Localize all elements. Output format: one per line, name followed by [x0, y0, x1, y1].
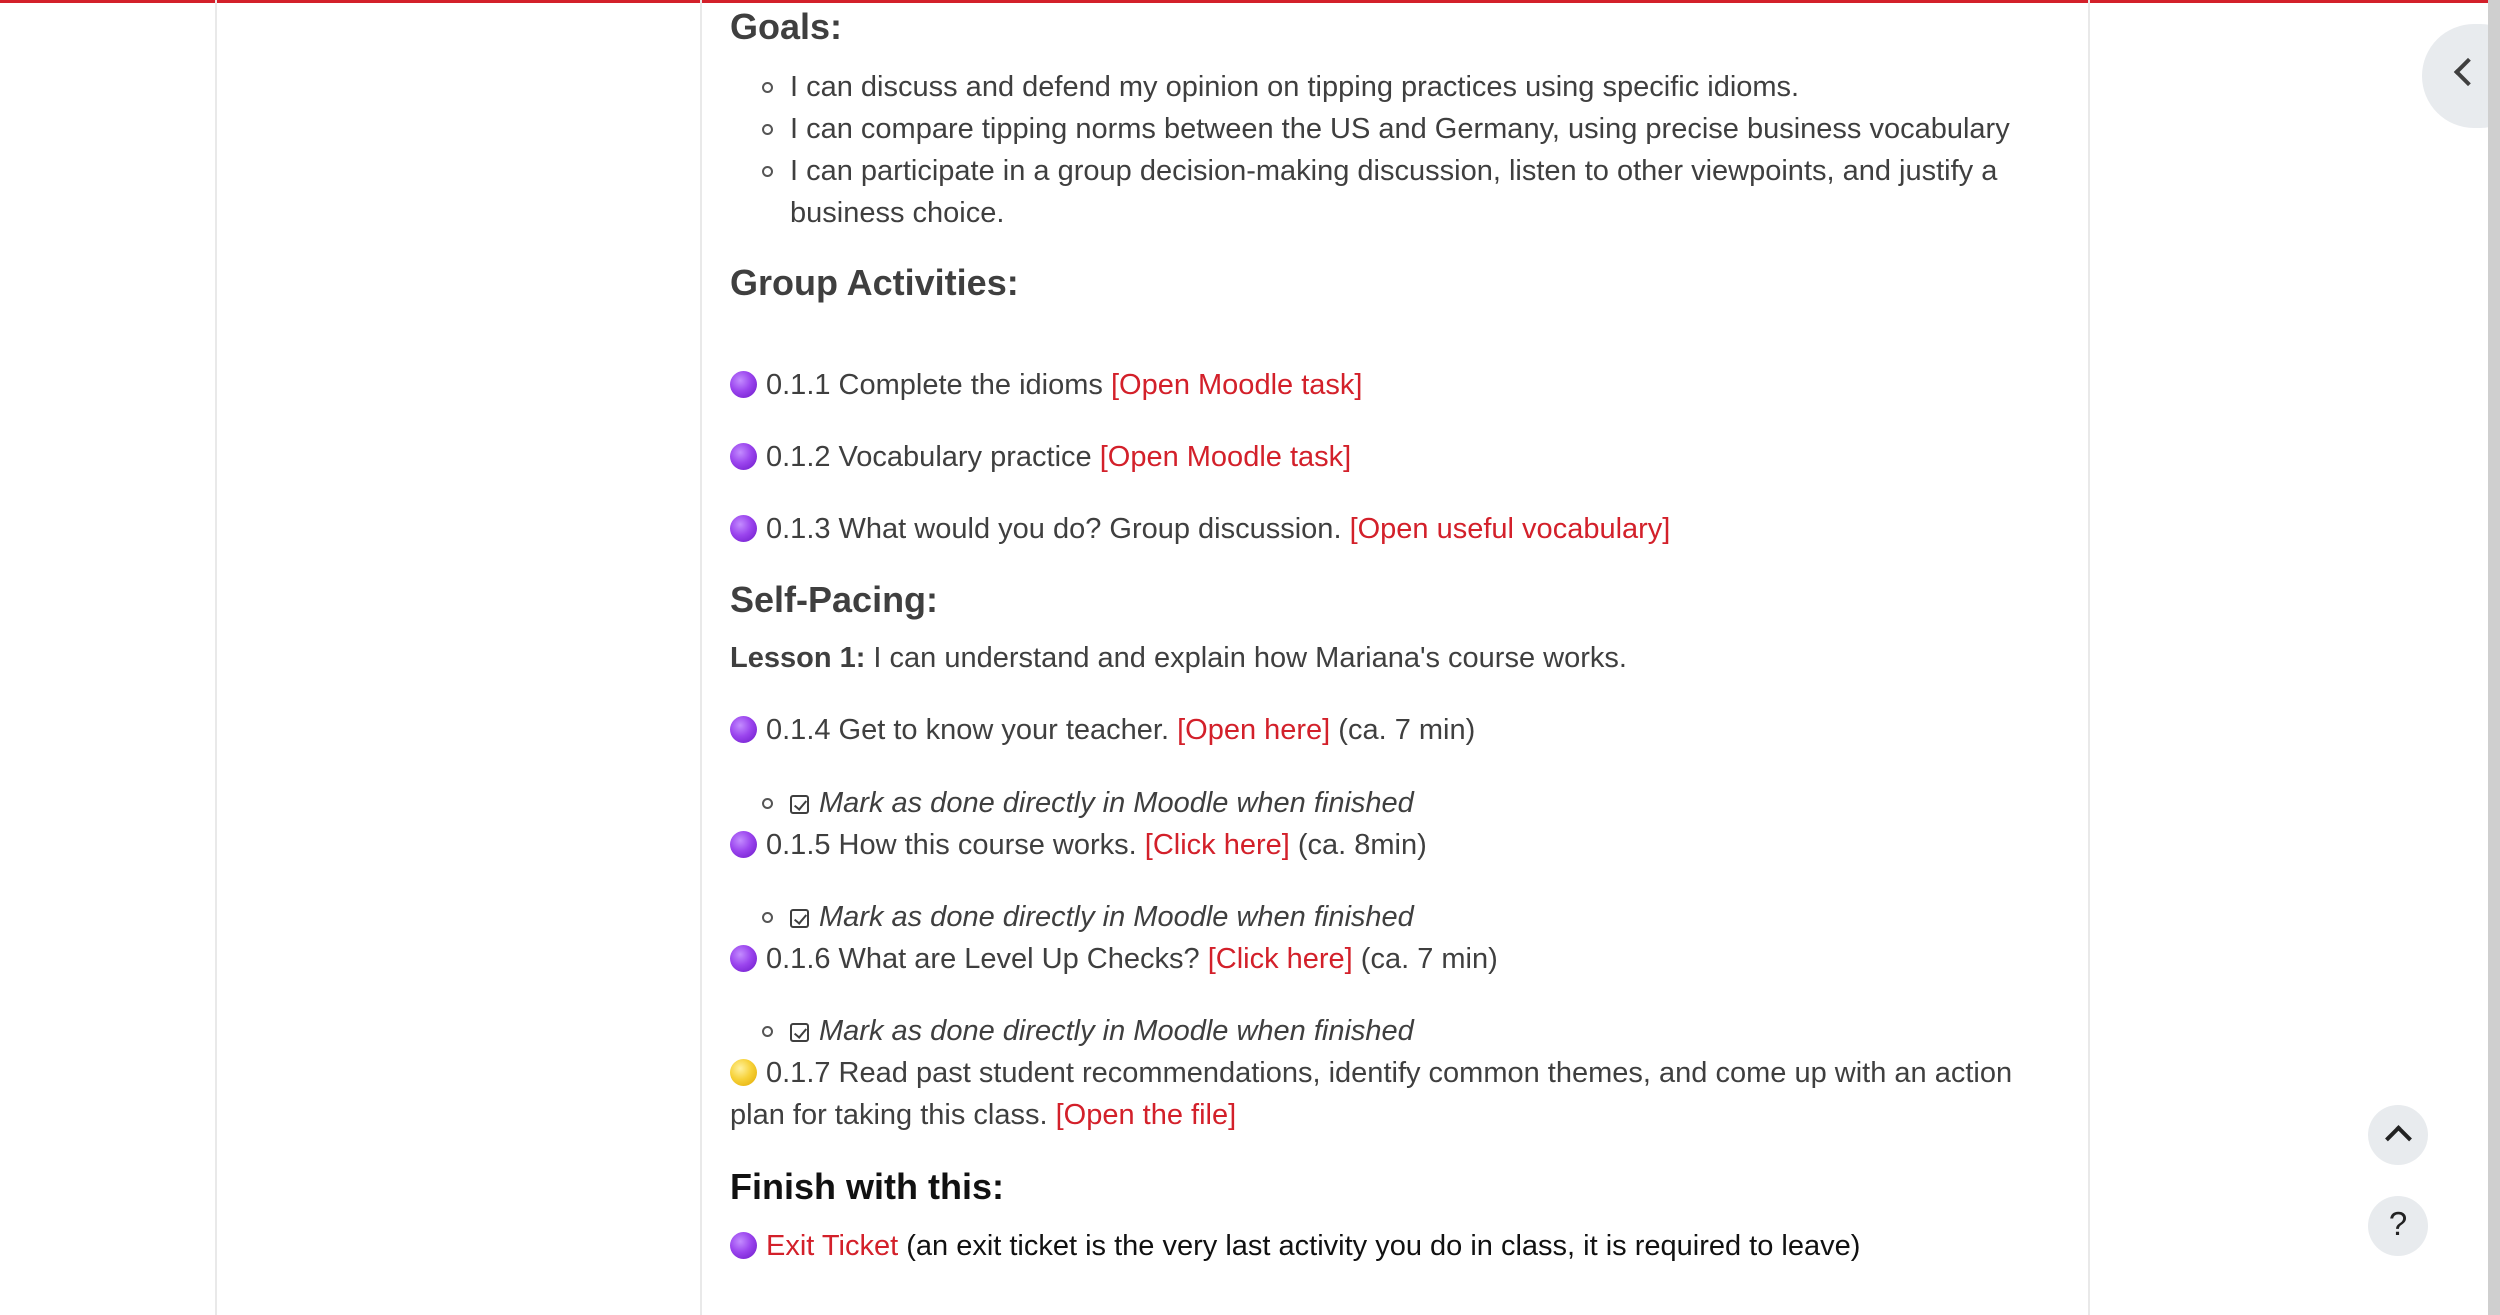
activity-item: 0.1.2 Vocabulary practice [Open Moodle task]: [730, 436, 1351, 478]
purple-circle-icon: [730, 716, 757, 743]
circle-bullet-icon: [762, 82, 773, 93]
circle-bullet-icon: [762, 1026, 773, 1037]
group-activities-heading: Group Activities:: [730, 262, 1019, 303]
done-note: Mark as done directly in Moodle when finished: [790, 1010, 1414, 1052]
chevron-left-icon: [2454, 58, 2482, 86]
purple-circle-icon: [730, 831, 757, 858]
purple-circle-icon: [730, 371, 757, 398]
content-right-border: [2088, 0, 2090, 1315]
open-moodle-task-link[interactable]: [Open Moodle task]: [1110, 369, 1363, 401]
circle-bullet-icon: [762, 166, 773, 177]
content-left-border: [700, 0, 702, 1315]
self-pacing-item: 0.1.6 What are Level Up Checks? [Click here] (ca. 7 min): [730, 938, 1498, 980]
purple-circle-icon: [730, 1232, 757, 1259]
checkbox-icon: [790, 795, 809, 814]
purple-circle-icon: [730, 515, 757, 542]
open-useful-vocabulary-link[interactable]: [Open useful vocabulary]: [1349, 513, 1671, 545]
checkbox-icon: [790, 1023, 809, 1042]
open-moodle-task-link[interactable]: [Open Moodle task]: [1099, 441, 1352, 473]
goal-item: I can participate in a group decision-making discussion, listen to other viewpoints, and justify a business choice.: [790, 150, 2060, 234]
top-accent-bar: [0, 0, 2500, 3]
checkbox-icon: [790, 909, 809, 928]
open-the-file-link[interactable]: [Open the file]: [1055, 1099, 1237, 1131]
lesson-label: Lesson 1:: [730, 642, 866, 674]
activity-item: 0.1.3 What would you do? Group discussion. [Open useful vocabulary]: [730, 508, 1670, 550]
chevron-up-icon: [2385, 1125, 2412, 1152]
circle-bullet-icon: [762, 798, 773, 809]
done-note: Mark as done directly in Moodle when finished: [790, 782, 1414, 824]
help-button[interactable]: [2368, 1196, 2428, 1256]
right-edge-panel: [2488, 0, 2500, 1315]
left-column-divider: [215, 0, 217, 1315]
click-here-link[interactable]: [Click here]: [1207, 943, 1353, 975]
open-here-link[interactable]: [Open here]: [1177, 714, 1331, 746]
purple-circle-icon: [730, 945, 757, 972]
click-here-link[interactable]: [Click here]: [1144, 829, 1290, 861]
exit-ticket-line: Exit Ticket (an exit ticket is the very last activity you do in class, it is required to leave): [730, 1225, 1860, 1267]
finish-heading: Finish with this:: [730, 1166, 1004, 1207]
purple-circle-icon: [730, 443, 757, 470]
goals-heading: Goals:: [730, 6, 843, 47]
goal-item: I can compare tipping norms between the US and Germany, using precise business vocabulary: [790, 108, 2060, 150]
scroll-to-top-button[interactable]: [2368, 1105, 2428, 1165]
circle-bullet-icon: [762, 912, 773, 923]
circle-bullet-icon: [762, 124, 773, 135]
yellow-circle-icon: [730, 1059, 757, 1086]
lesson-line: Lesson 1: I can understand and explain how Mariana's course works.: [730, 642, 1627, 674]
self-pacing-item: 0.1.7 Read past student recommendations, identify common themes, and come up with an action plan for taking this class. [Open the file]: [730, 1057, 2013, 1131]
self-pacing-item: 0.1.5 How this course works. [Click here] (ca. 8min): [730, 824, 1427, 866]
self-pacing-item: 0.1.4 Get to know your teacher. [Open here] (ca. 7 min): [730, 709, 1475, 751]
question-mark-icon: ?: [2388, 1205, 2408, 1242]
goal-item: I can discuss and defend my opinion on tipping practices using specific idioms.: [790, 66, 2060, 108]
exit-ticket-link[interactable]: Exit Ticket: [766, 1230, 899, 1262]
activity-item: 0.1.1 Complete the idioms [Open Moodle task]: [730, 364, 1362, 406]
self-pacing-heading: Self-Pacing:: [730, 579, 939, 620]
done-note: Mark as done directly in Moodle when finished: [790, 896, 1414, 938]
